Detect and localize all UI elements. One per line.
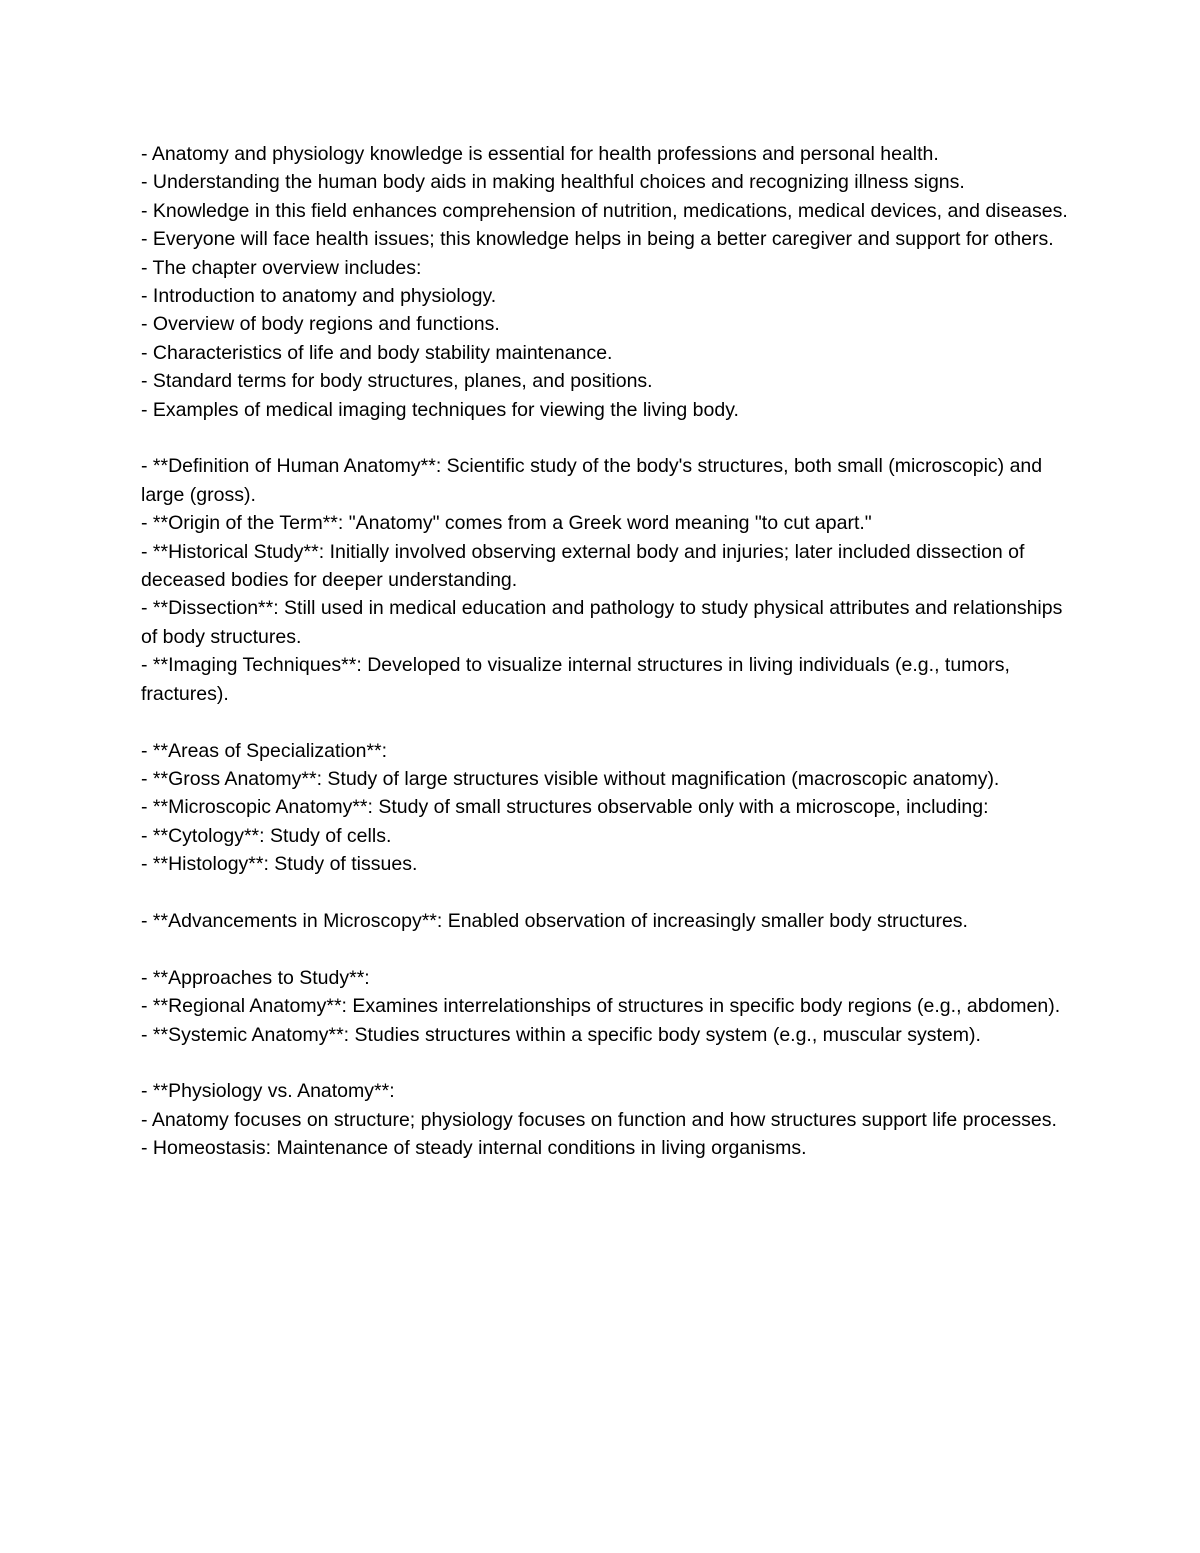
bullet-line: - Everyone will face health issues; this knowledge helps in being a better caregiver and support for others. (141, 228, 1054, 251)
bullet-line: - Characteristics of life and body stability maintenance. (141, 341, 613, 364)
bullet-line: - **Microscopic Anatomy**: Study of small structures observable only with a microscope, including: (141, 796, 989, 819)
bullet-line: - **Imaging Techniques**: Developed to visualize internal structures in living individuals (e.g., tumors, fractures). (141, 654, 1016, 705)
bullet-line: - **Areas of Specialization**: (141, 739, 388, 762)
paragraph-physiology (141, 1077, 1071, 1162)
bullet-line: - **Dissection**: Still used in medical education and pathology to study physical attributes and relationships of body structures. (141, 597, 1068, 648)
paragraph-spacer (141, 708, 1071, 736)
bullet-line: - Anatomy focuses on structure; physiology focuses on function and how structures support life processes. (141, 1108, 1057, 1131)
bullet-line: - **Physiology vs. Anatomy**: (141, 1080, 395, 1103)
document-page (141, 140, 1071, 1163)
bullet-line: - **Systemic Anatomy**: Studies structures within a specific body system (e.g., muscular system). (141, 1023, 981, 1046)
paragraph-spacer (141, 1049, 1071, 1077)
bullet-line: - **Origin of the Term**: "Anatomy" comes from a Greek word meaning "to cut apart." (141, 512, 872, 535)
paragraph-approaches (141, 964, 1071, 1049)
bullet-line: - **Definition of Human Anatomy**: Scientific study of the body's structures, both small (microscopic) and large (gross). (141, 455, 1048, 506)
bullet-line: - Anatomy and physiology knowledge is essential for health professions and personal health. (141, 143, 939, 165)
bullet-line: - Introduction to anatomy and physiology. (141, 285, 497, 308)
paragraph-specialization (141, 737, 1071, 879)
bullet-line: - The chapter overview includes: (141, 256, 422, 279)
bullet-line: - **Gross Anatomy**: Study of large structures visible without magnification (macroscopic anatomy). (141, 767, 1000, 790)
bullet-line: - **Regional Anatomy**: Examines interrelationships of structures in specific body regions (e.g., abdomen). (141, 995, 1061, 1018)
bullet-line: - Understanding the human body aids in making healthful choices and recognizing illness signs. (141, 171, 965, 194)
paragraph-microscopy (141, 907, 1071, 935)
paragraph-spacer (141, 879, 1071, 907)
bullet-line: - Homeostasis: Maintenance of steady internal conditions in living organisms. (141, 1137, 807, 1160)
bullet-line: - **Historical Study**: Initially involved observing external body and injuries; later included dissection of deceased bodies for deeper understanding. (141, 540, 1030, 592)
paragraph-spacer (141, 935, 1071, 963)
bullet-line: - **Approaches to Study**: (141, 966, 370, 989)
bullet-line: - Overview of body regions and functions. (141, 313, 500, 336)
bullet-line: - Examples of medical imaging techniques for viewing the living body. (141, 398, 739, 421)
bullet-line: - Standard terms for body structures, planes, and positions. (141, 370, 653, 393)
bullet-line: - **Histology**: Study of tissues. (141, 853, 418, 876)
paragraph-introduction (141, 140, 1071, 424)
bullet-line: - **Advancements in Microscopy**: Enabled observation of increasingly smaller body structures. (141, 909, 968, 932)
paragraph-spacer (141, 424, 1071, 452)
bullet-line: - **Cytology**: Study of cells. (141, 824, 392, 847)
bullet-line: - Knowledge in this field enhances comprehension of nutrition, medications, medical devices, and diseases. (141, 199, 1068, 222)
paragraph-anatomy-definition (141, 452, 1071, 708)
